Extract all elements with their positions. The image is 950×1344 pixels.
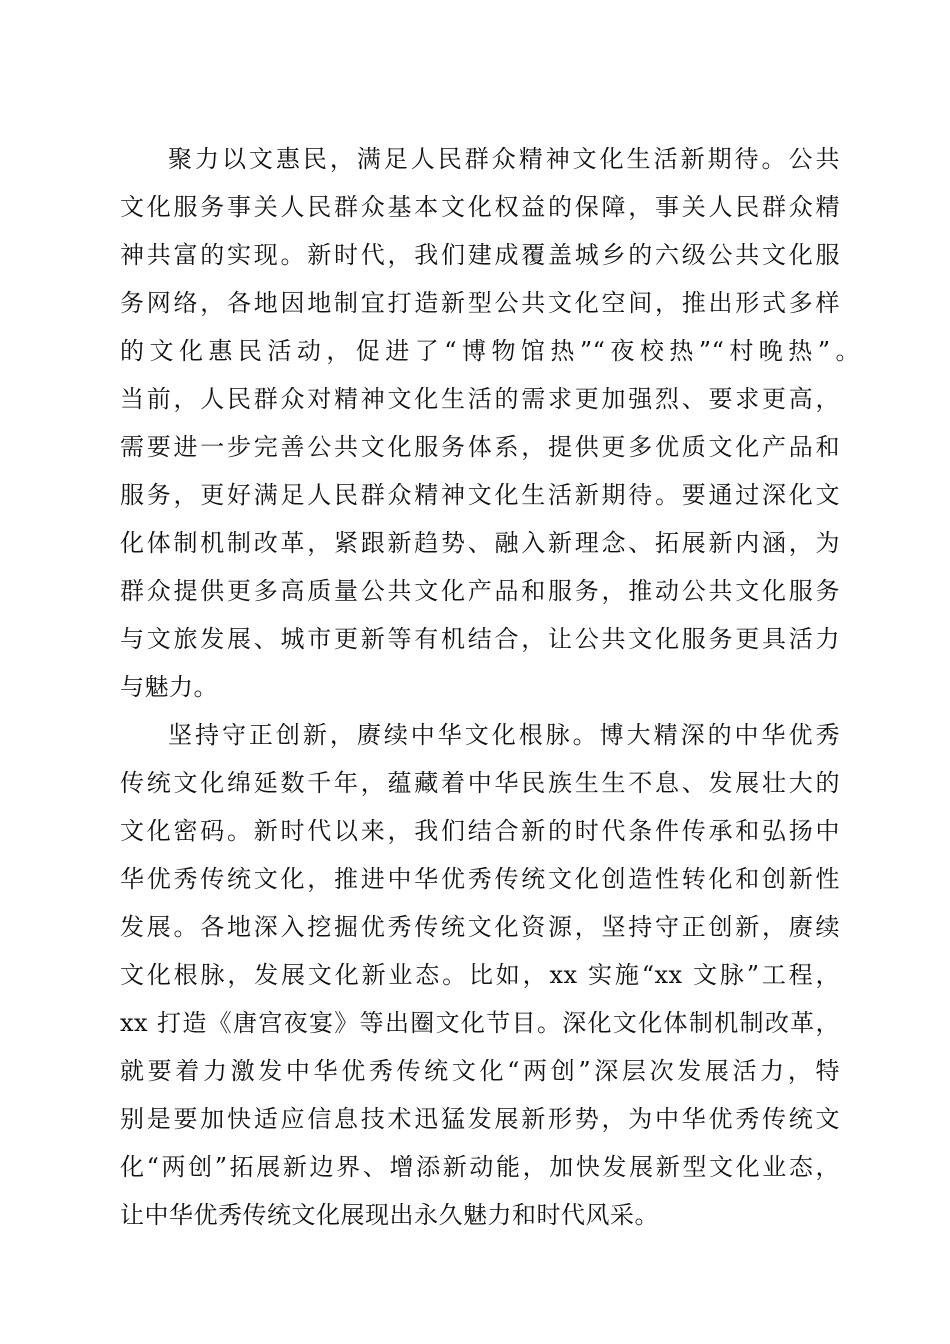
paragraph-line: 化体制机制改革，紧跟新趋势、融入新理念、拓展新内涵，为 bbox=[120, 529, 840, 557]
paragraph-line: 化“两创”拓展新边界、增添新动能，加快发展新型文化业态， bbox=[120, 1153, 840, 1181]
paragraph-line: xx 打造《唐宫夜宴》等出圈文化节目。深化文化体制机制改革， bbox=[120, 1009, 840, 1037]
paragraph-2 bbox=[120, 711, 840, 1239]
paragraph-line: 群众提供更多高质量公共文化产品和服务，推动公共文化服务 bbox=[120, 577, 840, 605]
paragraph-line: 与文旅发展、城市更新等有机结合，让公共文化服务更具活力 bbox=[120, 625, 840, 653]
paragraph-line: 华优秀传统文化，推进中华优秀传统文化创造性转化和创新性 bbox=[120, 865, 840, 893]
paragraph-line: 服务，更好满足人民群众精神文化生活新期待。要通过深化文 bbox=[120, 481, 840, 509]
paragraph-line: 务网络，各地因地制宜打造新型公共文化空间，推出形式多样 bbox=[120, 289, 840, 317]
paragraph-line: 发展。各地深入挖掘优秀传统文化资源，坚持守正创新，赓续 bbox=[120, 913, 840, 941]
paragraph-line: 与魅力。 bbox=[120, 673, 218, 701]
paragraph-line: 文化密码。新时代以来，我们结合新的时代条件传承和弘扬中 bbox=[120, 817, 840, 845]
paragraph-line: 别是要加快适应信息技术迅猛发展新形势，为中华优秀传统文 bbox=[120, 1105, 840, 1133]
paragraph-1 bbox=[120, 135, 860, 711]
paragraph-line: 当前，人民群众对精神文化生活的需求更加强烈、要求更高， bbox=[120, 385, 840, 413]
paragraph-line: 就要着力激发中华优秀传统文化“两创”深层次发展活力，特 bbox=[120, 1057, 840, 1085]
paragraph-line: 聚力以文惠民，满足人民群众精神文化生活新期待。公共 bbox=[168, 145, 840, 173]
paragraph-line: 文化根脉，发展文化新业态。比如，xx 实施“xx 文脉”工程， bbox=[120, 961, 840, 989]
paragraph-line: 需要进一步完善公共文化服务体系，提供更多优质文化产品和 bbox=[120, 433, 840, 461]
paragraph-line: 神共富的实现。新时代，我们建成覆盖城乡的六级公共文化服 bbox=[120, 241, 840, 269]
document-body bbox=[120, 135, 860, 1239]
paragraph-line: 的文化惠民活动，促进了“博物馆热”“夜校热”“村晚热”。 bbox=[120, 337, 860, 365]
paragraph-line: 让中华优秀传统文化展现出永久魅力和时代风采。 bbox=[120, 1201, 659, 1229]
paragraph-line: 坚持守正创新，赓续中华文化根脉。博大精深的中华优秀 bbox=[168, 721, 840, 749]
paragraph-line: 文化服务事关人民群众基本文化权益的保障，事关人民群众精 bbox=[120, 193, 840, 221]
paragraph-line: 传统文化绵延数千年，蕴藏着中华民族生生不息、发展壮大的 bbox=[120, 769, 840, 797]
